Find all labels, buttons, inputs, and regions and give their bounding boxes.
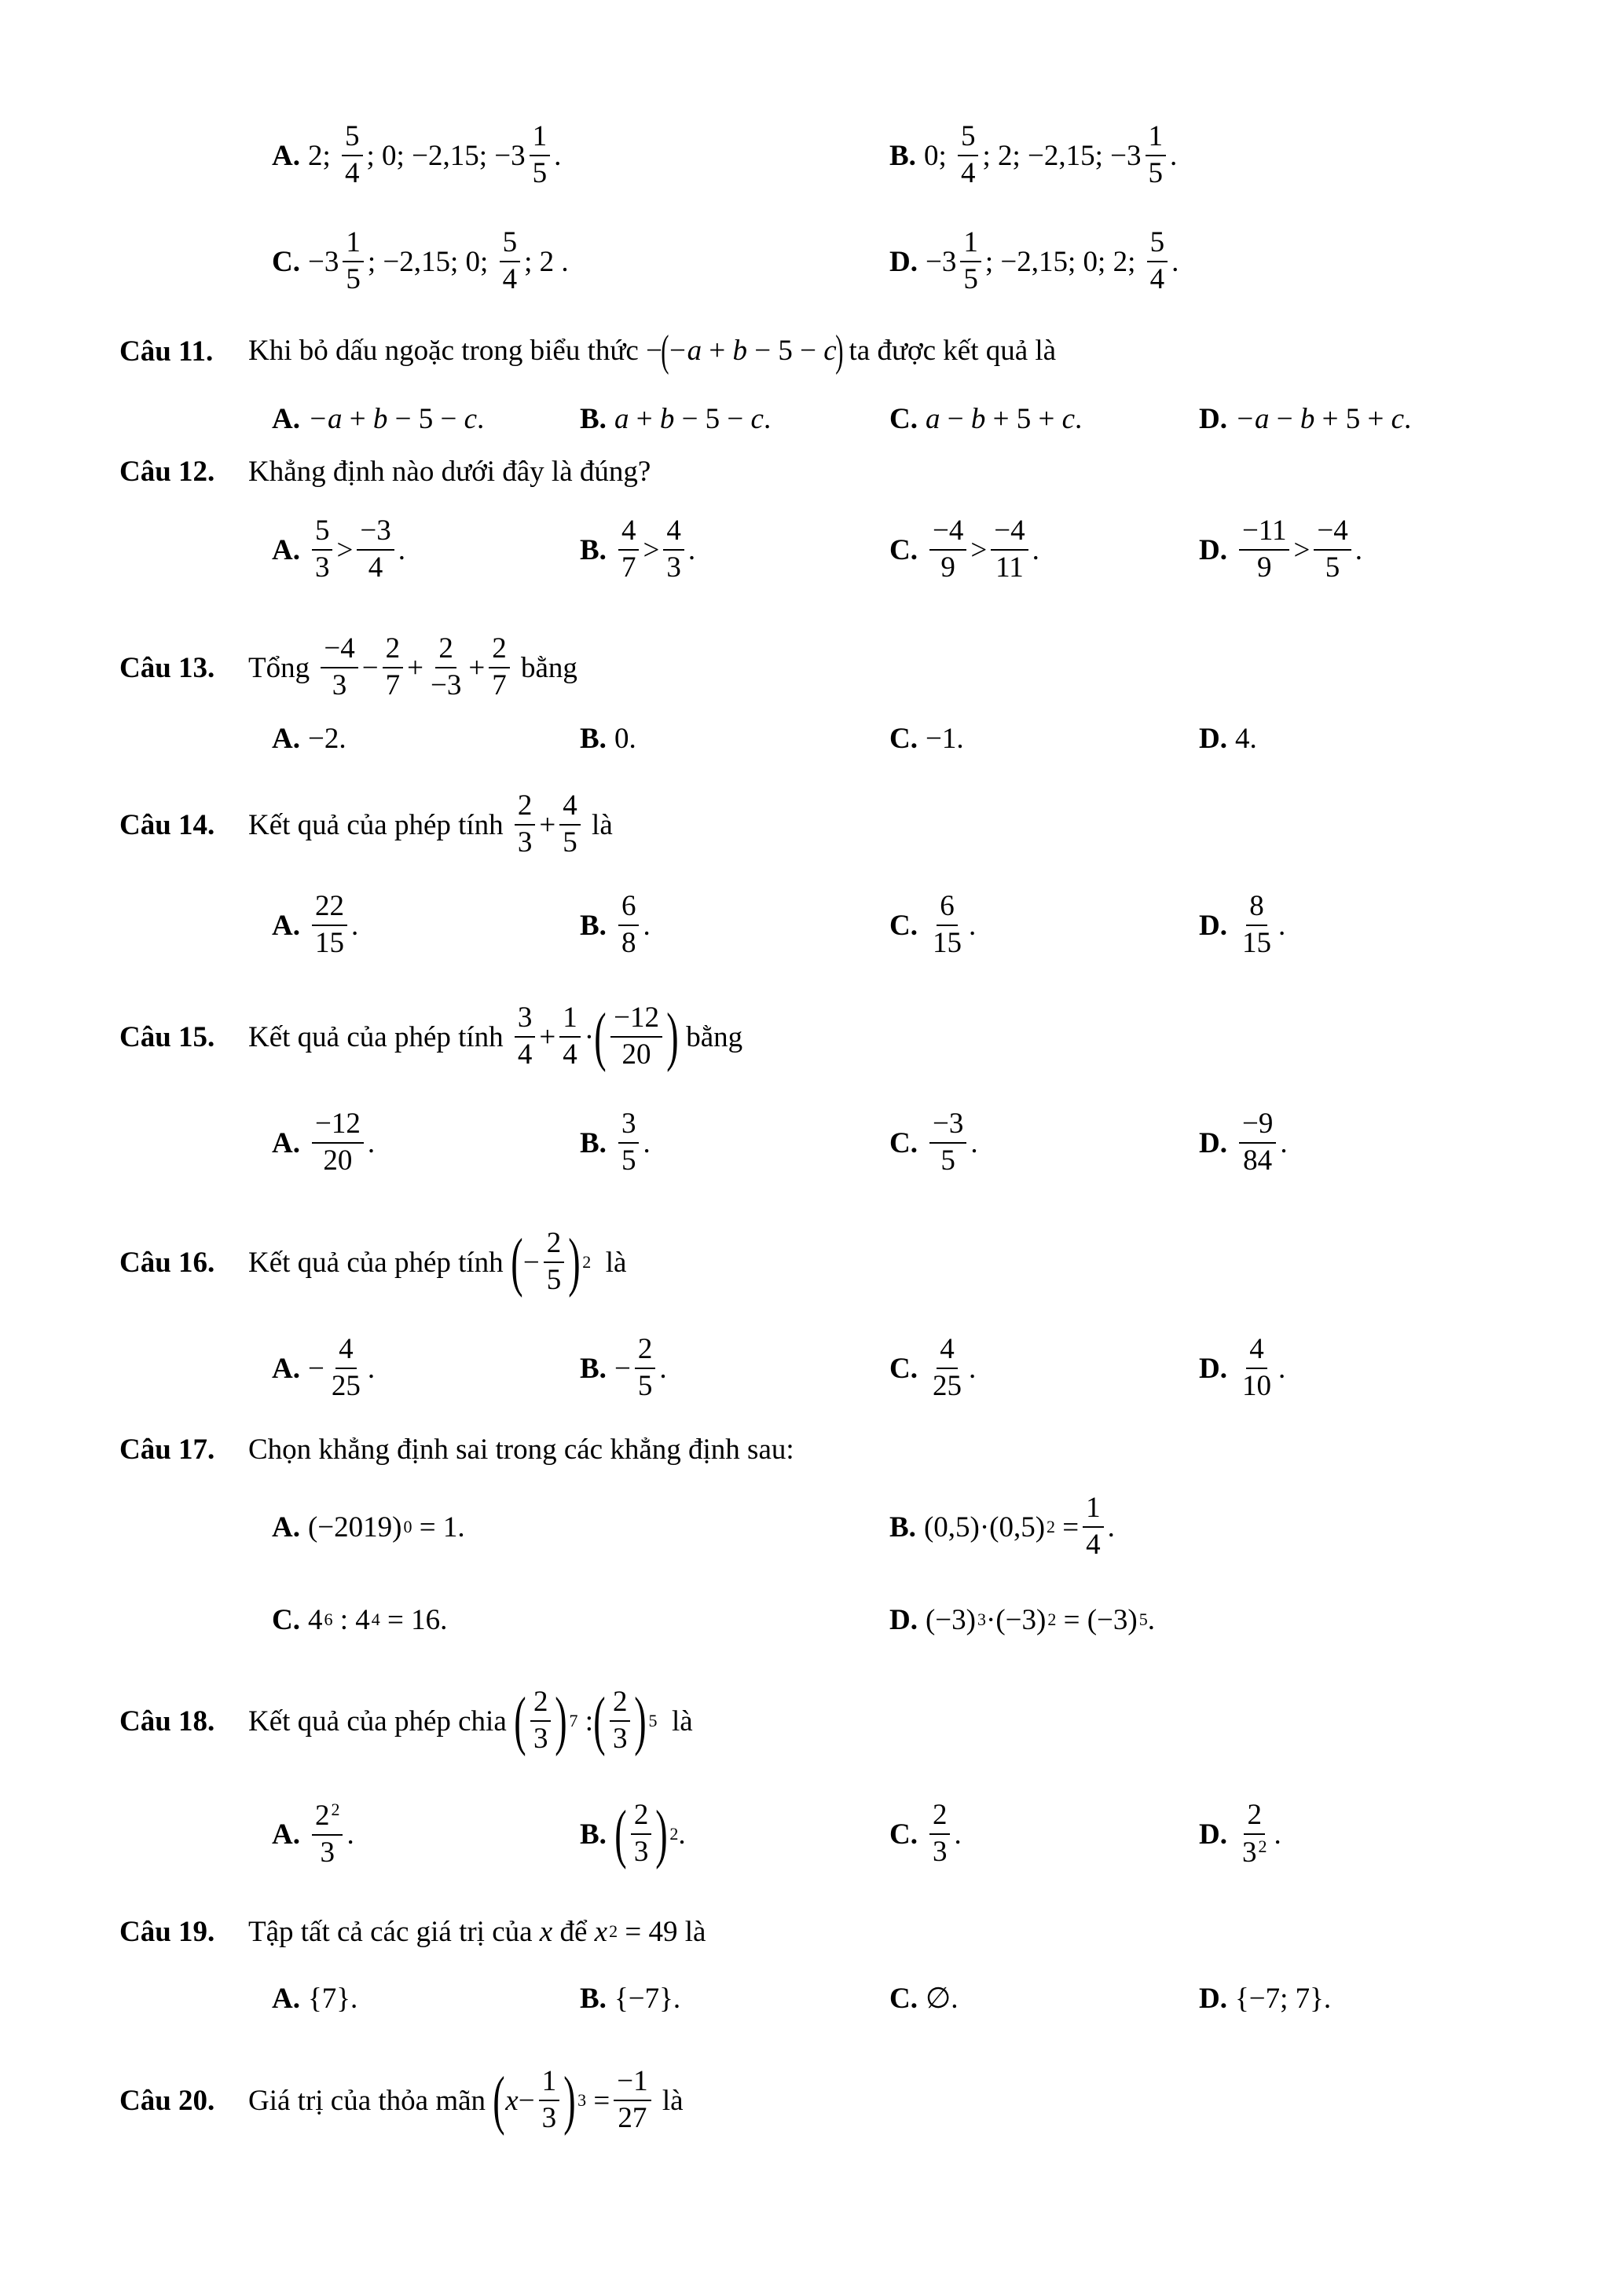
question-11: Câu 11. Khi bỏ dấu ngoặc trong biểu thức − ( −a + b − 5 − c ) ta được kết quả là <box>119 326 1057 375</box>
q18-option-b[interactable]: B. ( $\frac{2}{3}$ ) 2 . <box>580 1797 686 1871</box>
q18-option-c[interactable]: C. $\frac{2}{3}$ . <box>889 1799 962 1868</box>
q11-option-c[interactable]: C. a − b + 5 + c . <box>889 402 1083 435</box>
q13-option-d[interactable]: D. 4. <box>1199 722 1257 755</box>
option-label: B. <box>889 139 916 172</box>
question-label: Câu 17. <box>119 1433 215 1466</box>
q16-option-c[interactable]: C. $\frac{4}{25}$ . <box>889 1333 977 1402</box>
q15-option-a[interactable]: A. $\frac{-12}{20}$ . <box>272 1108 376 1177</box>
question-14: Câu 14. Kết quả của phép tính $\frac{2}{3}$ + $\frac{4}{5}$ là <box>119 789 613 859</box>
q14-option-b[interactable]: B. $\frac{6}{8}$ . <box>580 890 651 959</box>
question-label: Câu 13. <box>119 651 215 684</box>
q14-option-c[interactable]: C. $\frac{6}{15}$ . <box>889 890 977 959</box>
question-label: Câu 20. <box>119 2084 215 2117</box>
q12-option-c[interactable]: C. $\frac{-4}{9}$ > $\frac{-4}{11}$ . <box>889 514 1039 584</box>
question-16: Câu 16. Kết quả của phép tính ( − $\frac{2}{5}$ ) 2 là <box>119 1225 627 1299</box>
q14-option-d[interactable]: D. $\frac{8}{15}$ . <box>1199 890 1286 959</box>
q11-option-a[interactable]: A. −a + b − 5 − c . <box>272 402 485 435</box>
q19-option-c[interactable]: C. ∅. <box>889 1982 959 2015</box>
q17-option-d[interactable]: D. (−3) 3 ·(−3) 2 = (−3) 5 . <box>889 1603 1155 1636</box>
q12-option-b[interactable]: B. $\frac{4}{7}$ > $\frac{4}{3}$ . <box>580 514 696 584</box>
question-20: Câu 20. Giá trị của thỏa mãn ( x − $\frac{1}{3}$ ) 3 = $\frac{-1}{27}$ là <box>119 2063 684 2137</box>
q12-option-a[interactable]: A. $\frac{5}{3}$ > $\frac{-3}{4}$ . <box>272 514 405 584</box>
q16-option-a[interactable]: A. − $\frac{4}{25}$ . <box>272 1333 376 1402</box>
q13-option-c[interactable]: C. −1. <box>889 722 964 755</box>
q18-option-d[interactable]: D. $\frac{2}{3^2}$ . <box>1199 1798 1281 1869</box>
q12-option-d[interactable]: D. $\frac{-11}{9}$ > $\frac{-4}{5}$ . <box>1199 514 1362 584</box>
q10-option-a[interactable]: A. 2; $\frac{5}{4}$ ; 0; −2,15; −3 $\frac{1}{5}$ . <box>272 120 562 189</box>
question-13: Câu 13. Tổng $\frac{-4}{3}$ − $\frac{2}{7}$ + $\frac{2}{-3}$ + $\frac{2}{7}$ bằng <box>119 632 577 701</box>
q19-option-b[interactable]: B. {−7}. <box>580 1982 681 2015</box>
q16-option-d[interactable]: D. $\frac{4}{10}$ . <box>1199 1333 1286 1402</box>
q16-option-b[interactable]: B. − $\frac{2}{5}$ . <box>580 1333 667 1402</box>
question-label: Câu 15. <box>119 1020 215 1053</box>
q10-option-c[interactable]: C. −3 $\frac{1}{5}$ ; −2,15; 0; $\frac{5}{4}$ ; 2 . <box>272 226 569 295</box>
q15-option-c[interactable]: C. $\frac{-3}{5}$ . <box>889 1108 978 1177</box>
q10-option-b[interactable]: B. 0; $\frac{5}{4}$ ; 2; −2,15; −3 $\frac{1}{5}$ . <box>889 120 1178 189</box>
q17-option-c[interactable]: C. 4 6 : 4 4 = 16. <box>272 1603 448 1636</box>
q15-option-d[interactable]: D. $\frac{-9}{84}$ . <box>1199 1108 1288 1177</box>
question-stem: Chọn khẳng định sai trong các khẳng định sau: <box>248 1433 794 1466</box>
question-label: Câu 12. <box>119 455 215 488</box>
q17-option-b[interactable]: B. (0,5)·(0,5) 2 = $\frac{1}{4}$ . <box>889 1492 1115 1561</box>
question-label: Câu 19. <box>119 1915 215 1948</box>
q11-option-b[interactable]: B. a + b − 5 − c . <box>580 402 772 435</box>
question-15: Câu 15. Kết quả của phép tính $\frac{3}{4}$ + $\frac{1}{4}$ · ( $\frac{-12}{20}$ ) bằng <box>119 1000 743 1074</box>
question-label: Câu 11. <box>119 335 214 368</box>
question-12 <box>119 444 651 499</box>
option-label: C. <box>272 245 300 278</box>
q18-option-a[interactable]: A. $\frac{2^2}{3}$ . <box>272 1799 354 1869</box>
question-label: Câu 16. <box>119 1246 215 1279</box>
q19-option-a[interactable]: A. {7}. <box>272 1982 358 2015</box>
question-stem: Khẳng định nào dưới đây là đúng? <box>248 455 651 488</box>
q17-option-a[interactable]: A. (−2019) 0 = 1. <box>272 1511 465 1543</box>
q11-option-d[interactable]: D. −a − b + 5 + c . <box>1199 402 1412 435</box>
option-label: D. <box>889 245 918 278</box>
question-label: Câu 18. <box>119 1705 215 1738</box>
q13-option-a[interactable]: A. −2. <box>272 722 346 755</box>
q15-option-b[interactable]: B. $\frac{3}{5}$ . <box>580 1108 651 1177</box>
question-18: Câu 18. Kết quả của phép chia ( $\frac{2}{3}$ ) 7 : ( $\frac{2}{3}$ ) 5 là <box>119 1684 693 1758</box>
question-label: Câu 14. <box>119 808 215 841</box>
question-19: Câu 19. Tập tất cả các giá trị của x để x 2 = 49 là <box>119 1915 706 1948</box>
q19-option-d[interactable]: D. {−7; 7}. <box>1199 1982 1332 2015</box>
question-17 <box>119 1422 794 1477</box>
q13-option-b[interactable]: B. 0. <box>580 722 636 755</box>
question-stem: Khi bỏ dấu ngoặc trong biểu thức <box>248 335 639 368</box>
q14-option-a[interactable]: A. $\frac{22}{15}$ . <box>272 890 359 959</box>
q10-option-d[interactable]: D. −3 $\frac{1}{5}$ ; −2,15; 0; 2; $\frac{5}{4}$ . <box>889 226 1179 295</box>
option-label: A. <box>272 139 300 172</box>
